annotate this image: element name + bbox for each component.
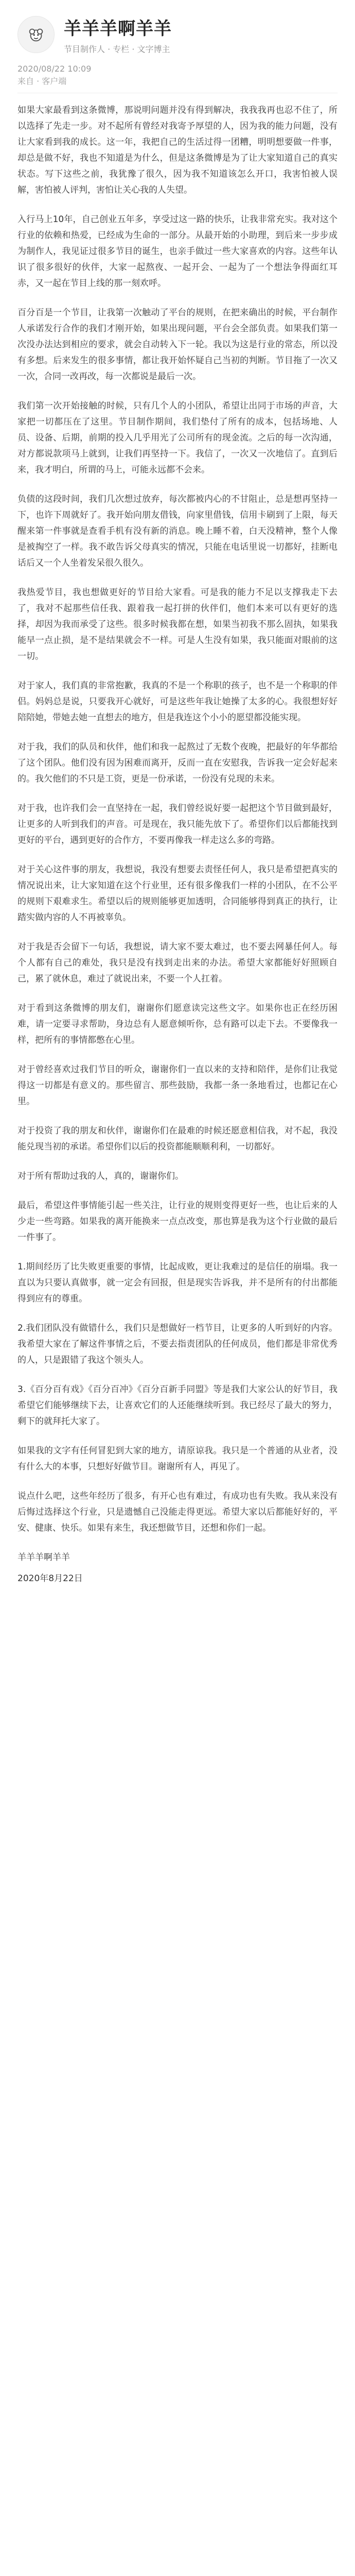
- paragraph: 对于家人，我们真的非常抱歉，我真的不是一个称职的孩子，也不是一个称职的伴侣。妈妈总是说，只要我开心就好，可是这些年我让她操了太多的心。我很想好好陪陪她，带她去她一直想去的地方，但是我连这个小小的愿望都没能实现。: [17, 681, 338, 723]
- signature-name: 羊羊羊啊羊羊: [17, 1552, 70, 1563]
- post-source: 来自 · 客户端: [17, 76, 67, 86]
- paragraph: 负债的这段时间，我们几次想过放弃，每次都被内心的不甘阻止，总是想再坚持一下，也许下周就好了。我开始向朋友借钱，向家里借钱，信用卡刷到了上限，每天醒来第一件事就是查看手机有没有新的消息。晚上睡不着，白天没精神，整个人像是被掏空了一样。我不敢告诉父母真实的情况，只能在电话里说一切都好，挂断电话后又一个人坐着发呆很久很久。: [17, 494, 338, 568]
- paragraph: 说点什么吧，这些年经历了很多，有开心也有难过，有成功也有失败。我从来没有后悔过选择这个行业，只是遗憾自己没能走得更远。希望大家以后都能好好的，平安、健康、快乐。如果有来生，我还想做节目，还想和你们一起。: [17, 1491, 338, 1533]
- paragraph: 百分百是一个节目，让我第一次触动了平台的规则，在把来确出的时候，平台制作人承诺发行合作的我们才刚开始，如果出现问题，平台会全部负责。如果我们第一次没办法达到相应的要求，就会自动转入下一轮。我以为这是行业的常态，所以没有多想。后来发生的很多事情，都让我开始怀疑自己当初的判断。节目拖了一次又一次，合同一改再改，每一次都说是最后一次。: [17, 308, 338, 382]
- paragraph: 对于投资了我的朋友和伙伴，谢谢你们在最难的时候还愿意相信我，对不起，我没能兑现当初的承诺。希望你们以后的投资都能顺顺利利，一切都好。: [17, 1126, 338, 1152]
- paragraph: 我热爱节目，我也想做更好的节目给大家看。可是我的能力不足以支撑我走下去了，我对不起那些信任我、跟着我一起打拼的伙伴们，他们本来可以有更好的选择，却因为我而承受了这些。很多时候我都在想，如果当初我不那么固执，如果我能早一点止损，是不是结果就会不一样。可是人生没有如果，我只能面对眼前的这一切。: [17, 587, 338, 662]
- paragraph: 3.《百分百有戏》《百分百冲》《百分百新手同盟》等是我们大家公认的好节目，我希望它们能够继续下去，让喜欢它们的人还能继续听到。我已经尽了最大的努力，剩下的就拜托大家了。: [17, 1384, 338, 1427]
- post-date: 2020/08/22 10:09: [17, 64, 92, 74]
- paragraph: 如果大家最看到这条微博，那说明问题并没有得到解决，我我我再也忍不住了，所以选择了先走一步。对不起所有曾经对我寄予厚望的人，因为我的能力问题，没有让大家看到我的成长。这一年，我把自己的生活过得一团糟，明明想要做一件事，却总是做不好，我也不知道是为什么，但是这条微博是为了让大家知道自己的真实状态。写下这些之前，我犹豫了很久，因为我不知道该怎么开口，我害怕被人误解，害怕被人评判，害怕让关心我的人失望。: [17, 105, 338, 195]
- paragraph: 入行马上10年，自己创业五年多，享受过这一路的快乐，让我非常充实。我对这个行业的依赖和热爱，已经成为生命的一部分。从最开始的小助理，到后来一步步成为制作人，我见证过很多节目的诞生，也亲手做过一些大家喜欢的内容。这些年认识了很多很好的伙伴，大家一起熬夜、一起开会、一起为了一个想法争得面红耳赤，又一起在节目上线的那一刻欢呼。: [17, 214, 338, 289]
- paragraph: 我们第一次开始接触的时候，只有几个人的小团队，希望让出同于市场的声音，大家把一切都压在了这里。节目制作期间，我们垫付了所有的成本，包括场地、人员、设备、后期，前期的投入几乎用光了公司所有的现金流。之后的每一次沟通，对方都说款项马上就到，让我们再坚持一下。我信了，一次又一次地信了。直到后来，我才明白，所谓的马上，可能永远都不会来。: [17, 401, 338, 475]
- paragraph: 1.期间经历了比失败更重要的事情，比起成败，更让我难过的是信任的崩塌。我一直以为只要认真做事，就一定会有回报，但是现实告诉我，并不是所有的付出都能得到应有的尊重。: [17, 1262, 338, 1304]
- sheep-avatar-icon: [26, 25, 46, 44]
- post-body: [0, 93, 355, 1587]
- paragraph: 对于关心这件事的朋友，我想说，我没有想要去责怪任何人，我只是希望把真实的情况说出来，让大家知道在这个行业里，还有很多像我们一样的小团队，在不公平的规则下艰难求生。希望以后的规则能够更加透明，合同能够得到真正的执行，让踏实做内容的人不再被辜负。: [17, 865, 338, 923]
- avatar[interactable]: [17, 16, 55, 53]
- post-meta: [0, 60, 355, 88]
- paragraph: 2.我们团队没有做错什么，我们只是想做好一档节目，让更多的人听到好的内容。我希望大家在了解这件事情之后，不要去指责团队的任何成员，他们都是非常优秀的人，只是跟错了我这个领头人。: [17, 1323, 338, 1365]
- paragraph: 对于所有帮助过我的人，真的，谢谢你们。: [17, 1171, 184, 1181]
- paragraph: 对于看到这条微博的朋友们，谢谢你们愿意读完这些文字。如果你也正在经历困难，请一定要寻求帮助，身边总有人愿意倾听你，总有路可以走下去。不要像我一样，把所有的事情都憋在心里。: [17, 1003, 338, 1045]
- paragraph: 如果我的文字有任何冒犯到大家的地方，请原谅我。我只是一个普通的从业者，没有什么大的本事，只想好好做节目。谢谢所有人，再见了。: [17, 1446, 338, 1472]
- paragraph: 对于我，我们的队员和伙伴，他们和我一起熬过了无数个夜晚，把最好的年华都给了这个团队。他们没有因为困难而离开，反而一直在安慰我，告诉我一定会好起来的。我欠他们的不只是工资，更是一份承诺，一份没有兑现的未来。: [17, 742, 338, 784]
- paragraph: 对于我，也许我们会一直坚持在一起，我们曾经说好要一起把这个节目做到最好，让更多的人听到我们的声音。可是现在，我只能先放下了。希望你们以后都能找到更好的平台，遇到更好的合作方，不要再像我一样走这么多的弯路。: [17, 803, 338, 845]
- author-subtitle: 节目制作人 · 专栏 · 文字博主: [64, 44, 170, 54]
- signature-date: 2020年8月22日: [17, 1573, 83, 1584]
- paragraph: 对于我是否会留下一句话，我想说，请大家不要太难过，也不要去网暴任何人。每个人都有自己的难处，我只是没有找到走出来的办法。希望大家都能好好照顾自己，累了就休息，难过了就说出来，不要一个人扛着。: [17, 942, 338, 984]
- author-block: [64, 14, 172, 55]
- paragraph: 对于曾经喜欢过我们节目的听众，谢谢你们一直以来的支持和陪伴，是你们让我觉得这一切都是有意义的。那些留言、那些鼓励，我都一条一条地看过，也都记在心里。: [17, 1064, 338, 1107]
- post-header: [0, 0, 355, 60]
- paragraph: 最后，希望这件事情能引起一些关注，让行业的规则变得更好一些，也让后来的人少走一些弯路。如果我的离开能换来一点点改变，那也算是我为这个行业做的最后一件事了。: [17, 1200, 338, 1243]
- author-name[interactable]: 羊羊羊啊羊羊: [64, 19, 172, 39]
